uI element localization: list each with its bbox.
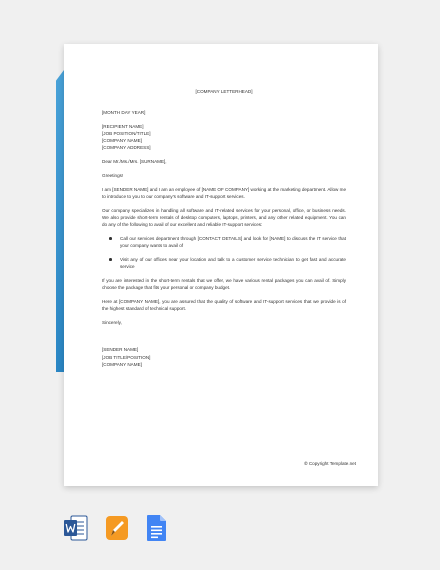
letter-date: [MONTH DAY YEAR] [102,110,146,116]
pages-icon[interactable] [105,514,129,542]
recipient-name: [RECIPIENT NAME] [102,123,144,129]
recipient-title: [JOB POSITION/TITLE] [102,131,151,137]
letter-content [102,88,346,375]
recipient-company: [COMPANY NAME] [102,138,142,144]
list-item: Call our services department through [CONTACT DETAILS] and look for [NAME] to discuss the IT service that your company wants to avail of [116,235,346,249]
copyright-text: Copyright Template.net [307,461,356,466]
sender-name: [SENDER NAME] [102,347,139,353]
paragraph-services: Our company specializes in handling all software and IT-related services for your personal, office, or business needs. We also provide short-term rentals of desktop computers, laptops, printers, and any other related equipment. You can do any of the following to avail of our excellent and reliable IT-support services: [102,207,346,228]
letter-page [64,44,378,486]
paragraph-rentals: If you are interested in the short-term rentals that we offer, we have various rental packages you can avail of. Simply choose the package that fits your personal or company budget. [102,278,346,291]
salutation: Dear Mr./Ms./Mrs. [SURNAME], [102,159,167,165]
sender-company: [COMPANY NAME] [102,361,142,367]
closing: Sincerely, [102,320,122,326]
paragraph-intro: I am [SENDER NAME] and I am an employee of [NAME OF COMPANY] working at the marketing department. Allow me to introduce to you to our company's software and IT-support services. [102,186,346,200]
copyright-symbol: © [304,461,308,466]
list-item: Visit any of our offices near your location and talk to a customer service technician to get fast and accurate service [116,256,346,270]
paragraph-assurance: Here at [COMPANY NAME], you are assured that the quality of software and IT-support services that we provide is of the highest standard of technical support. [102,299,346,312]
signature-block [102,346,346,367]
recipient-address: [COMPANY ADDRESS] [102,145,151,151]
copyright-notice [304,461,356,466]
services-list [102,235,346,270]
sender-title: [JOB TITLE/POSITION] [102,354,151,360]
greeting: Greetings! [102,173,124,179]
recipient-block [102,123,346,151]
google-docs-icon[interactable] [145,514,169,542]
word-icon[interactable] [64,514,88,542]
letterhead: [COMPANY LETTERHEAD] [195,89,253,94]
